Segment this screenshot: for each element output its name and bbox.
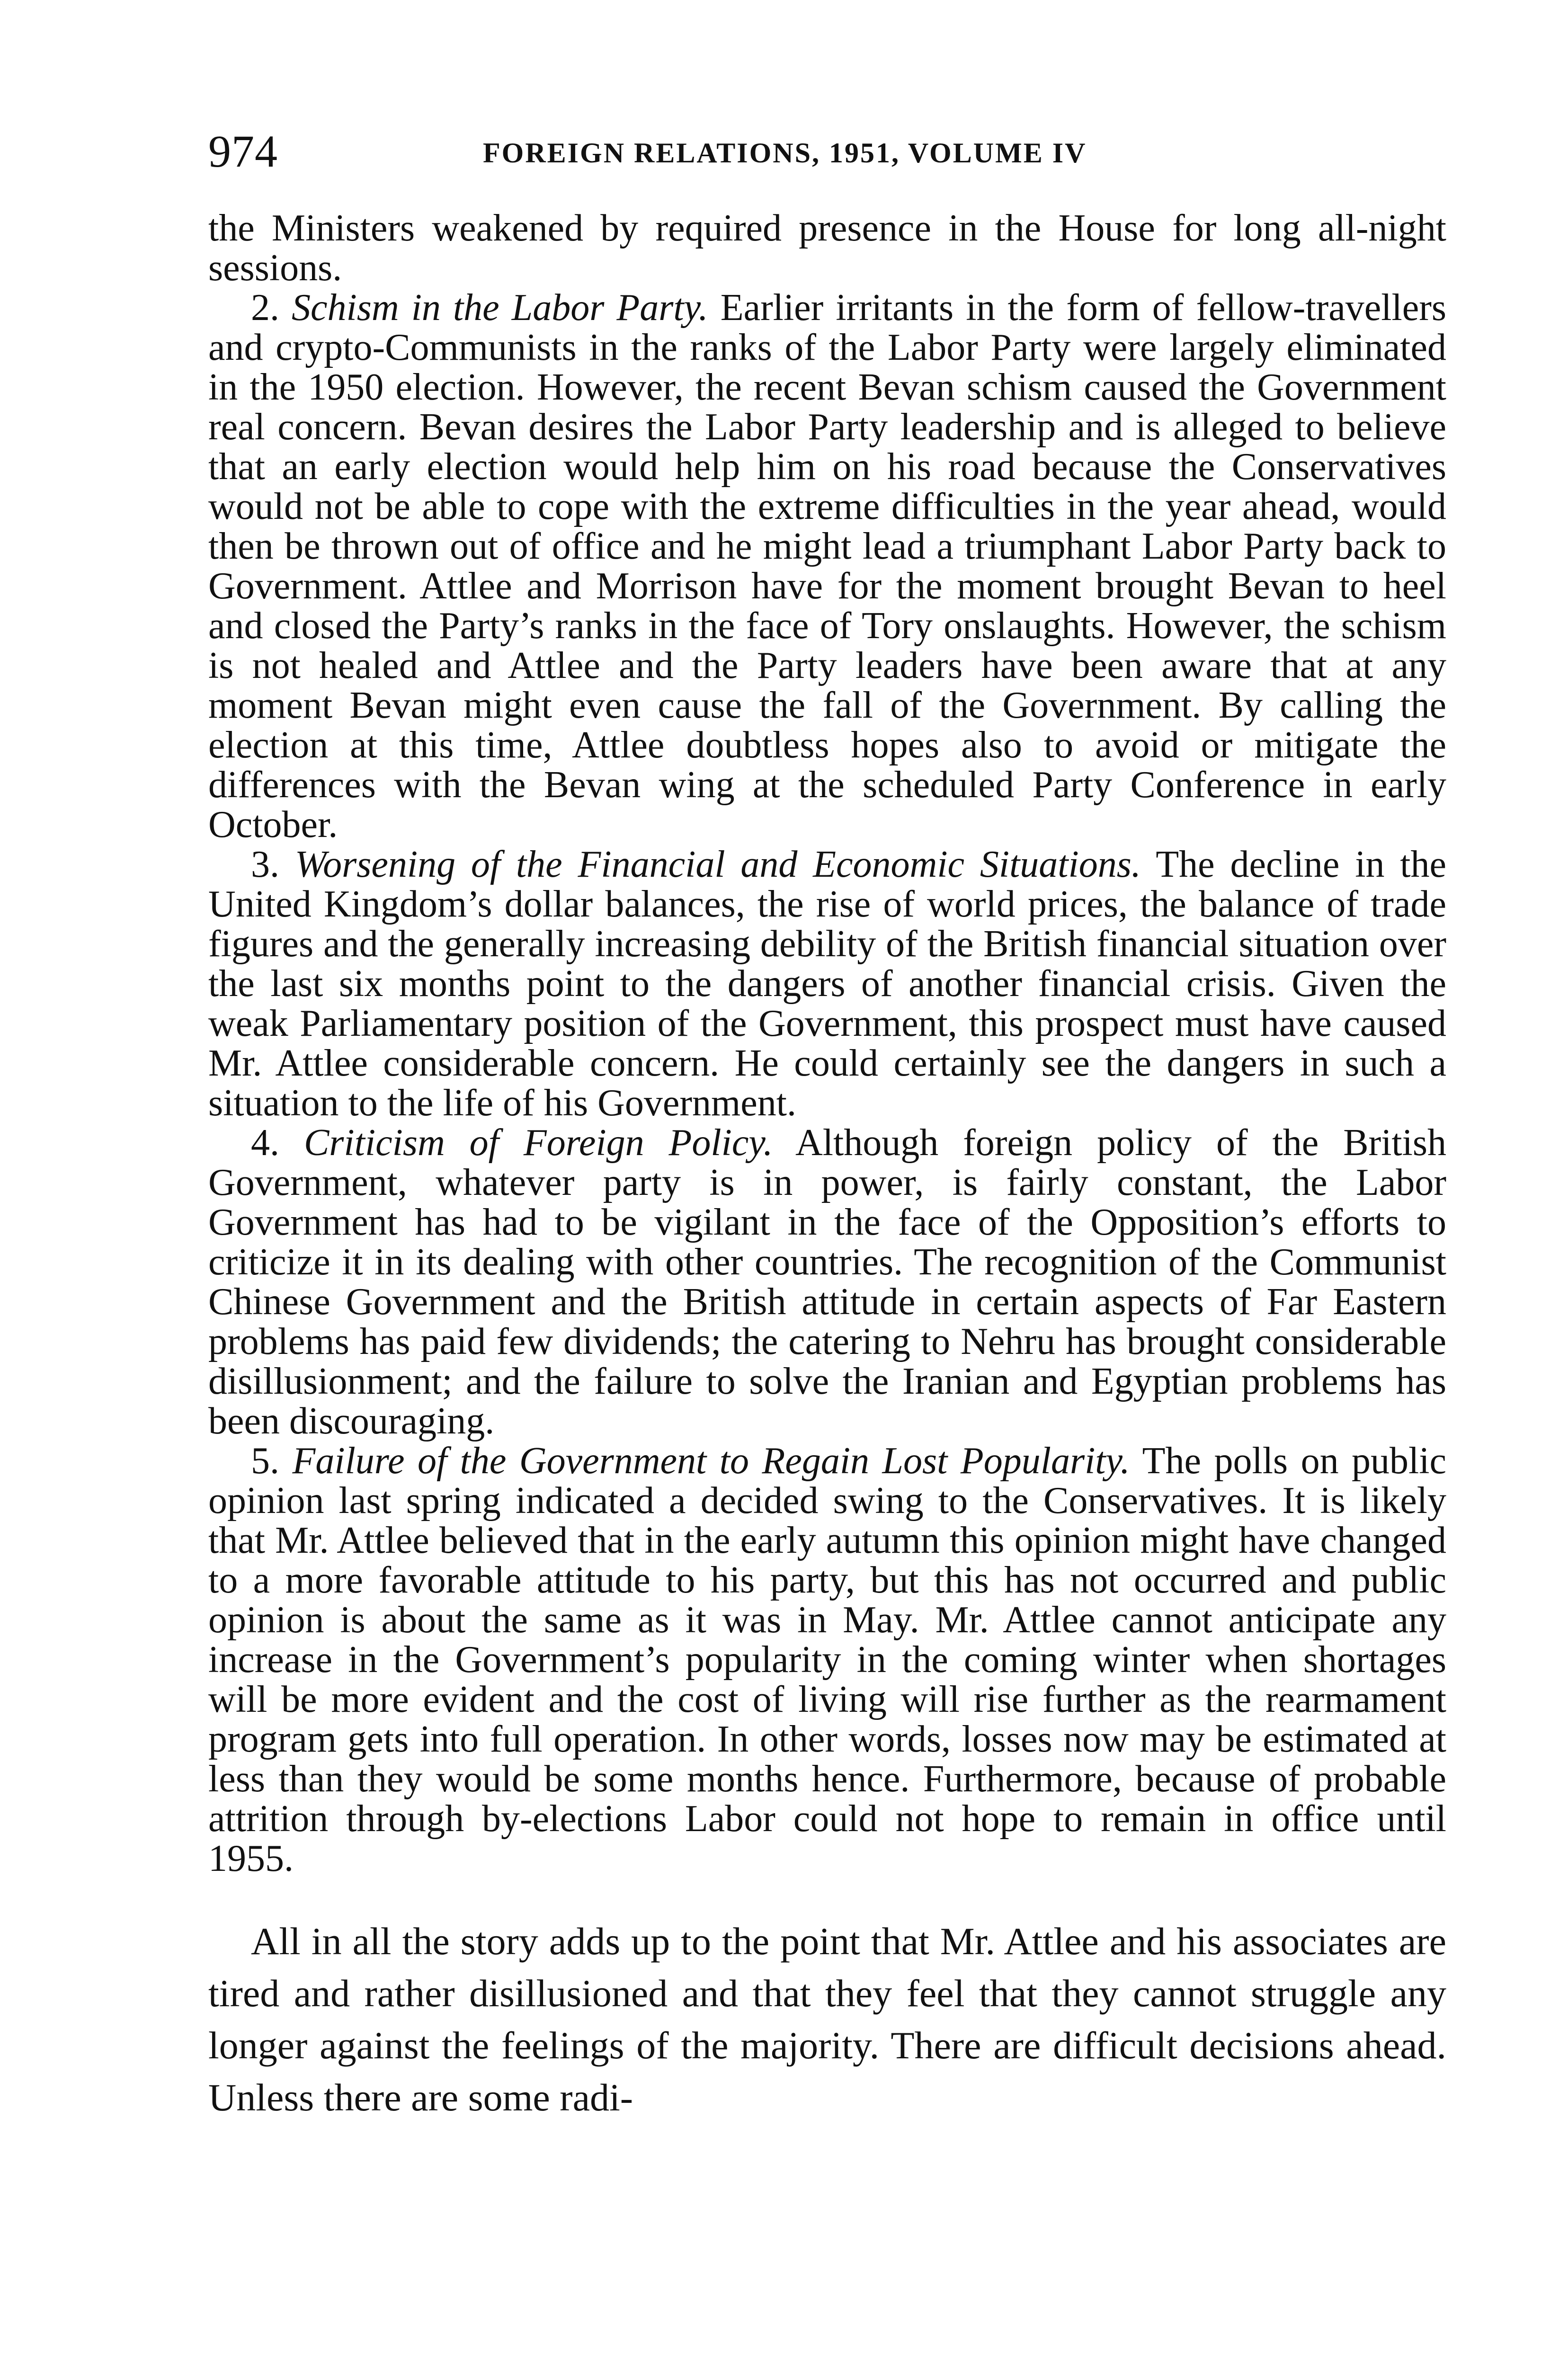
item-heading: Schism in the Labor Party. (292, 287, 708, 329)
page-header (208, 121, 1446, 182)
item-text: The polls on public opinion last spring indicated a decided swing to the Conservatives. It is likely that Mr. Attlee believed that in the early autumn this opinion might have changed to a more favorable attitude to his party, but this has not occurred and public opinion is about the same as it was in May. Mr. Attlee cannot anticipate any increase in the Government’s popularity in the coming winter when shortages will be more evident and the cost of living will rise further as the rearmament program gets into full operation. In other words, losses now may be estimated at less than they would be some months hence. Furthermore, because of probable attrition through by-elections Labor could not hope to remain in office until 1955. (208, 1440, 1447, 1879)
document-body (208, 208, 1446, 2124)
numbered-item-2 (208, 288, 1446, 845)
paragraph-text: the Ministers weakened by required presence in the House for long all-night sessions. (208, 207, 1446, 289)
item-heading: Failure of the Government to Regain Lost Popularity. (292, 1440, 1130, 1482)
closing-paragraph (208, 1915, 1446, 2124)
item-number: 2. (251, 287, 279, 329)
item-text: The decline in the United Kingdom’s dollar balances, the rise of world prices, the balance of trade figures and the generally increasing debility of the British financial situation over the last six months point to the dangers of another financial crisis. Given the weak Parliamentary position of the Government, this prospect must have caused Mr. Attlee considerable concern. He could certainly see the dangers in such a situation to the life of his Government. (208, 844, 1447, 1124)
numbered-item-3 (208, 845, 1446, 1123)
paragraph-continuation (208, 208, 1446, 288)
page-number: 974 (208, 126, 278, 177)
item-number: 4. (251, 1122, 279, 1164)
item-heading: Criticism of Foreign Policy. (303, 1122, 773, 1164)
running-head: FOREIGN RELATIONS, 1951, VOLUME IV (483, 137, 1087, 169)
item-number: 5. (251, 1440, 279, 1482)
item-text: Although foreign policy of the British Government, whatever party is in power, is fairly constant, the Labor Government has had to be vigilant in the face of the Opposition’s efforts to criticize it in its dealing with other countries. The recognition of the Communist Chinese Government and the British attitude in certain aspects of Far Eastern problems has paid few dividends; the catering to Nehru has brought considerable disillusionment; and the failure to solve the Iranian and Egyptian problems has been discouraging. (208, 1122, 1446, 1442)
numbered-item-4 (208, 1123, 1446, 1441)
paragraph-text: All in all the story adds up to the point that Mr. Attlee and his associates are tired and rather disillusioned and that they feel that they cannot struggle any longer against the feelings of the majority. There are difficult decisions ahead. Unless there are some radi- (208, 1920, 1446, 2119)
numbered-item-5 (208, 1441, 1446, 1878)
item-heading: Worsening of the Financial and Economic Situations. (294, 844, 1141, 885)
item-text: Earlier irritants in the form of fellow-travellers and crypto-Communists in the ranks of the Labor Party were largely eliminated in the 1950 election. However, the recent Bevan schism caused the Government real concern. Bevan desires the Labor Party leadership and is alleged to believe that an early election would help him on his road because the Conservatives would not be able to cope with the extreme difficulties in the year ahead, would then be thrown out of office and he might lead a triumphant Labor Party back to Government. Attlee and Morrison have for the moment brought Bevan to heel and closed the Party’s ranks in the face of Tory onslaughts. However, the schism is not healed and Attlee and the Party leaders have been aware that at any moment Bevan might even cause the fall of the Government. By calling the election at this time, Attlee doubtless hopes also to avoid or mitigate the differences with the Bevan wing at the scheduled Party Conference in early October. (208, 287, 1447, 845)
item-number: 3. (251, 844, 279, 885)
